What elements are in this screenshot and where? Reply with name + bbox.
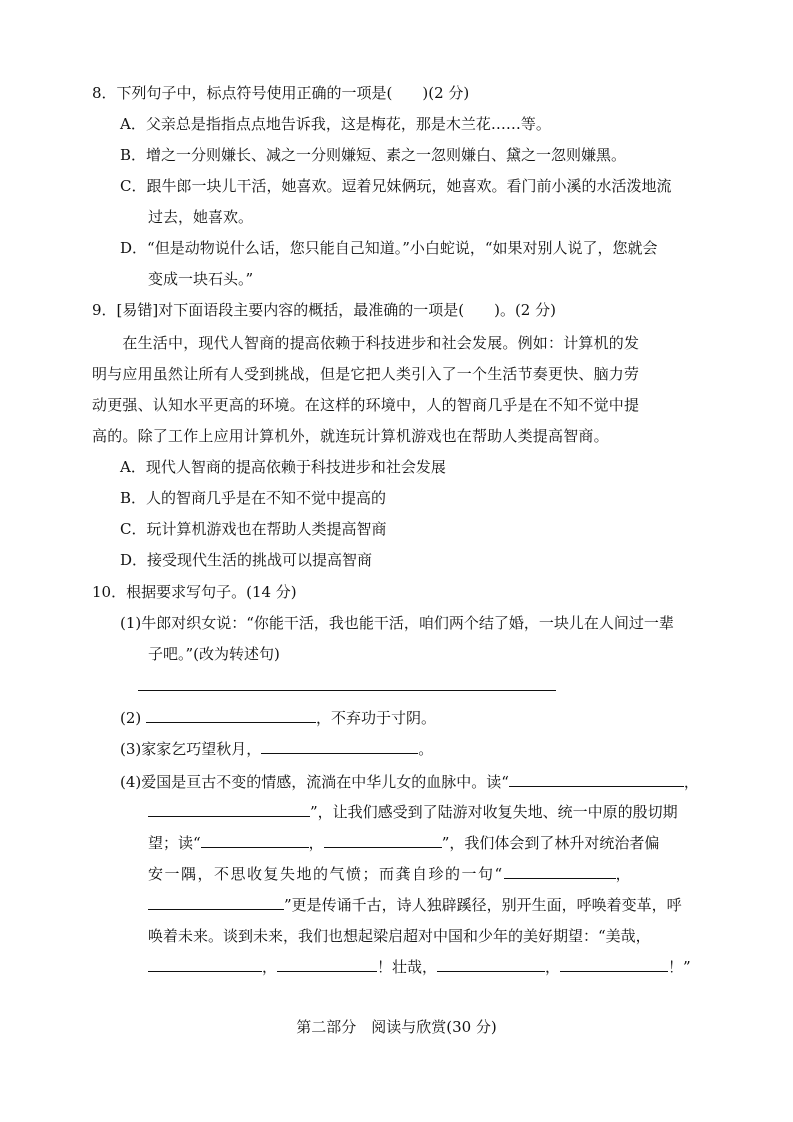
section-title: 第二部分 阅读与欣赏(30 分) <box>296 1018 497 1036</box>
q10-sub3 <box>120 739 433 759</box>
q8-stem: 8．下列句子中，标点符号使用正确的一项是( )(2 分) <box>92 84 470 102</box>
q10-sub4-l3-b: ， <box>308 834 324 852</box>
q10-sub4-line3 <box>148 833 659 853</box>
q10-sub4-blank4[interactable] <box>324 833 442 848</box>
q10-sub4-l3-a: 望；读“ <box>148 834 201 852</box>
q9-passage-line3: 动更强、认知水平更高的环境。在这样的环境中，人的智商几乎是在不知不觉中提 <box>92 396 640 414</box>
q10-sub4-line2 <box>148 802 678 822</box>
q10-sub2 <box>120 708 436 728</box>
q10-sub4-l2-text: ”，让我们感受到了陆游对收复失地、统一中原的殷切期 <box>310 803 678 821</box>
q8-option-a: A．父亲总是指指点点地告诉我，这是梅花，那是木兰花……等。 <box>120 115 551 133</box>
q9-option-c: C．玩计算机游戏也在帮助人类提高智商 <box>120 520 387 538</box>
q10-sub4-blank3[interactable] <box>201 833 309 848</box>
q10-sub4-blank8[interactable] <box>277 957 377 972</box>
q10-sub4-line5 <box>148 895 682 915</box>
q10-sub3-prefix: (3)家家乞巧望秋月， <box>120 740 262 758</box>
q9-passage-line4: 高的。除了工作上应用计算机外，就连玩计算机游戏也在帮助人类提高智商。 <box>92 427 609 445</box>
q10-sub1-answer-blank[interactable] <box>138 672 556 691</box>
q10-sub4-blank7[interactable] <box>148 957 262 972</box>
q10-sub4-l3-c: ”，我们体会到了林升对统治者偏 <box>441 834 660 852</box>
q10-sub4-l7-a: ， <box>262 958 278 976</box>
q10-sub4-l4-end: ， <box>615 865 633 883</box>
q10-sub3-blank[interactable] <box>261 739 418 754</box>
q10-sub4-l7-c: ， <box>545 958 561 976</box>
q10-sub4-blank10[interactable] <box>560 957 668 972</box>
q10-sub2-suffix: ，不弃功于寸阴。 <box>316 709 437 727</box>
q10-sub4-blank5[interactable] <box>504 864 616 879</box>
q10-sub4-line4 <box>148 864 632 884</box>
q10-sub4-line1 <box>120 772 699 792</box>
q8-option-d-line2: 变成一块石头。” <box>148 270 254 288</box>
q8-option-c-line2: 过去，她喜欢。 <box>148 208 254 226</box>
q10-stem: 10．根据要求写句子。(14 分) <box>92 583 297 601</box>
q10-sub4-line7 <box>148 957 691 977</box>
q9-option-d: D．接受现代生活的挑战可以提高智商 <box>120 551 373 569</box>
q10-sub2-prefix: (2) <box>120 709 147 727</box>
q10-sub2-blank[interactable] <box>146 708 316 723</box>
q10-sub4-blank6[interactable] <box>148 895 284 910</box>
q10-sub3-suffix: 。 <box>418 740 434 758</box>
q10-sub4-l7-d: ！” <box>668 958 691 976</box>
q10-sub4-line6: 唤着未来。谈到未来，我们也想起梁启超对中国和少年的美好期望：“美哉， <box>148 927 651 945</box>
q8-option-c-line1: C．跟牛郎一块儿干活，她喜欢。逗着兄妹俩玩，她喜欢。看门前小溪的水活泼地流 <box>120 177 672 195</box>
q9-passage-line1: 在生活中，现代人智商的提高依赖于科技进步和社会发展。例如：计算机的发 <box>92 334 640 352</box>
q10-sub4-blank2[interactable] <box>148 802 310 817</box>
q10-sub1-line1: (1)牛郎对织女说：“你能干活，我也能干活，咱们两个结了婚，一块儿在人间过一辈 <box>120 614 674 632</box>
q8-option-d-line1: D．“但是动物说什么话，您只能自己知道。”小白蛇说，“如果对别人说了，您就会 <box>120 239 658 257</box>
q8-option-b: B．增之一分则嫌长、减之一分则嫌短、素之一忽则嫌白、黛之一忽则嫌黑。 <box>120 146 627 164</box>
q9-option-b: B．人的智商几乎是在不知不觉中提高的 <box>120 489 387 507</box>
q9-passage-line2: 明与应用虽然让所有人受到挑战，但是它把人类引入了一个生活节奏更快、脑力劳 <box>92 365 640 383</box>
q9-option-a: A．现代人智商的提高依赖于科技进步和社会发展 <box>120 458 446 476</box>
q10-sub4-l1-text: (4)爱国是亘古不变的情感，流淌在中华儿女的血脉中。读“ <box>120 773 509 791</box>
q10-sub4-l1-end: ， <box>683 773 699 791</box>
q10-sub4-l5-text: ”更是传诵千古，诗人独辟蹊径，别开生面，呼唤着变革，呼 <box>284 896 682 914</box>
q10-sub1-line2: 子吧。”(改为转述句) <box>148 645 280 663</box>
q10-sub4-l4-text: 安一隅，不思收复失地的气愤；而龚自珍的一句“ <box>148 865 504 883</box>
q10-sub4-blank9[interactable] <box>437 957 545 972</box>
q9-stem: 9．[易错]对下面语段主要内容的概括，最准确的一项是( )。(2 分) <box>92 301 556 319</box>
q10-sub4-l7-b: ！壮哉， <box>377 958 438 976</box>
q10-sub4-blank1[interactable] <box>509 772 684 787</box>
